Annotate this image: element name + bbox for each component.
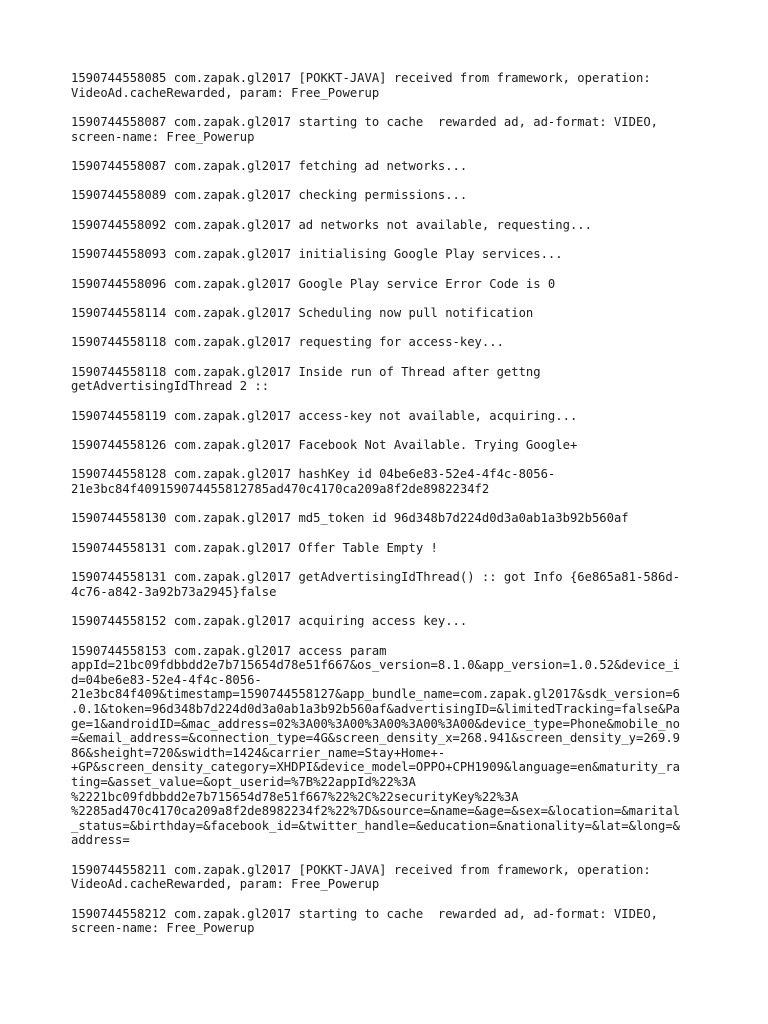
- log-entry: 1590744558087 com.zapak.gl2017 fetching ad networks...: [71, 158, 468, 173]
- log-entry: 1590744558153 com.zapak.gl2017 access param appId=21bc09fdbbdd2e7b715654d78e51f667&os_version=8.1.0&app_version=1.0.52&device_i d=04be6e83-52e4-4f4c-8056- 21e3bc84f409&timestamp=1590744558127&app_bundle_name=com.zapak.gl2017&sdk_version=6 .0.1&token=96d348b7d224d0d3a0ab1a3b92b560af&advertisingID=&limitedTracking=false&Pa ge=1&androidID=&mac_address=02%3A00%3A00%3A00%3A00%3A00&device_type=Phone&mobile_no =&email_address=&connection_type=4G&screen_density_x=268.941&screen_density_y=269.9 86&sheight=720&swidth=1424&carrier_name=Stay+Home+- +GP&screen_density_category=XHDPI&device_model=OPPO+CPH1909&language=en&maturity_ra ting=&asset_value=&opt_userid=%7B%22appId%22%3A %2221bc09fdbbdd2e7b715654d78e51f667%22%2C%22securityKey%22%3A %2285ad470c4170ca209a8f2de8982234f2%22%7D&source=&name=&age=&sex=&location=&marital _status=&birthday=&facebook_id=&twitter_handle=&education=&nationality=&lat=&long=& address=: [71, 643, 681, 848]
- log-entry: 1590744558152 com.zapak.gl2017 acquiring access key...: [71, 614, 468, 629]
- log-entry: 1590744558211 com.zapak.gl2017 [POKKT-JAVA] received from framework, operation: VideoAd.cacheRewarded, param: Free_Powerup: [71, 862, 651, 892]
- log-entry: 1590744558114 com.zapak.gl2017 Scheduling now pull notification: [71, 305, 534, 320]
- log-entry: 1590744558118 com.zapak.gl2017 Inside run of Thread after gettng getAdvertisingIdThread 2 ::: [71, 364, 541, 394]
- log-entry: 1590744558131 com.zapak.gl2017 Offer Table Empty !: [71, 540, 438, 555]
- log-document: [71, 71, 711, 951]
- log-entry: 1590744558212 com.zapak.gl2017 starting to cache rewarded ad, ad-format: VIDEO, screen-name: Free_Powerup: [71, 906, 658, 936]
- log-entry: 1590744558096 com.zapak.gl2017 Google Play service Error Code is 0: [71, 276, 556, 291]
- log-entry: 1590744558126 com.zapak.gl2017 Facebook Not Available. Trying Google+: [71, 438, 578, 453]
- log-entry: 1590744558085 com.zapak.gl2017 [POKKT-JAVA] received from framework, operation: VideoAd.cacheRewarded, param: Free_Powerup: [71, 71, 651, 100]
- log-entry: 1590744558130 com.zapak.gl2017 md5_token id 96d348b7d224d0d3a0ab1a3b92b560af: [71, 511, 629, 526]
- log-entry: 1590744558089 com.zapak.gl2017 checking permissions...: [71, 188, 468, 203]
- log-entry: 1590744558093 com.zapak.gl2017 initialising Google Play services...: [71, 247, 563, 262]
- log-entry: 1590744558131 com.zapak.gl2017 getAdvertisingIdThread() :: got Info {6e865a81-586d- 4c76-a842-3a92b73a2945}false: [71, 570, 681, 599]
- log-entry: 1590744558118 com.zapak.gl2017 requesting for access-key...: [71, 335, 504, 350]
- log-entry: 1590744558087 com.zapak.gl2017 starting to cache rewarded ad, ad-format: VIDEO, screen-name: Free_Powerup: [71, 114, 658, 144]
- log-entry: 1590744558092 com.zapak.gl2017 ad networks not available, requesting...: [71, 217, 592, 232]
- log-entry: 1590744558128 com.zapak.gl2017 hashKey id 04be6e83-52e4-4f4c-8056- 21e3bc84f409159074455812785ad470c4170ca209a8f2de8982234f2: [71, 467, 556, 497]
- log-entry: 1590744558119 com.zapak.gl2017 access-key not available, acquiring...: [71, 408, 578, 423]
